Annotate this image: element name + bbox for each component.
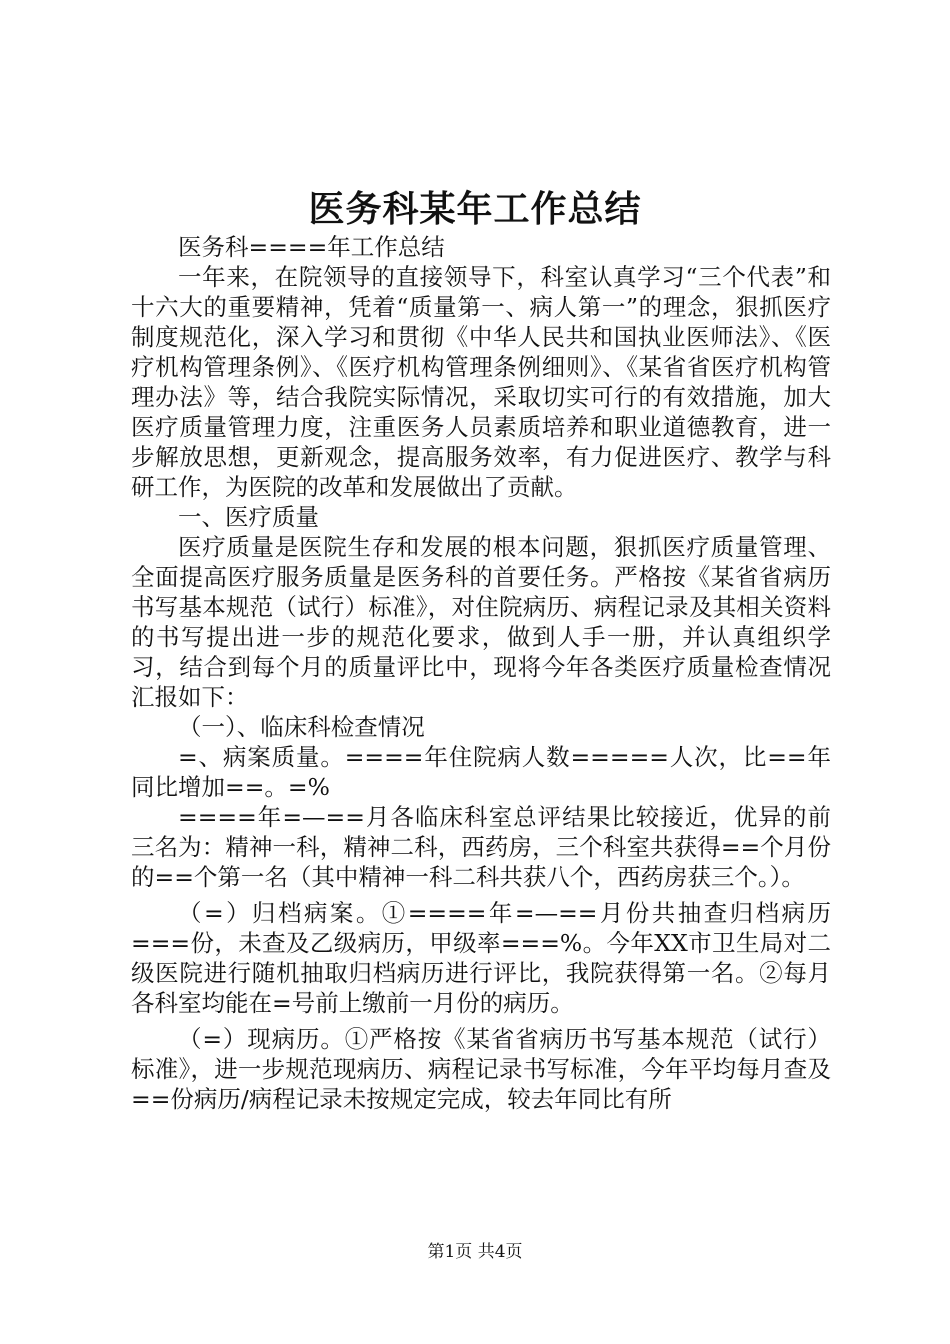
subsection-heading-clinical: （一）、临床科检查情况 (178, 713, 425, 741)
paragraph-current-cases: （=）现病历。①严格按《某省省病历书写基本规范（试行）标准》，进一步规范现病历、病程记录书写标准，今年平均每月查及==份病历/病程记录未按规定完成，较去年同比有所 (131, 1025, 831, 1113)
page-indicator: 第1页 共4页 (427, 1242, 523, 1262)
paragraph-department-ranking: ====年=—==月各临床科室总评结果比较接近，优异的前三名为：精神一科，精神二科，西药房，三个科室共获得==个月份的==个第一名（其中精神一科二科共获八个，西药房获三个。）。 (131, 803, 831, 891)
section-heading-medical-quality: 一、医疗质量 (178, 503, 319, 531)
document-title: 医务科某年工作总结 (308, 188, 642, 230)
paragraph-medical-quality: 医疗质量是医院生存和发展的根本问题，狠抓医疗质量管理、全面提高医疗服务质量是医务科的首要任务。严格按《某省省病历书写基本规范（试行）标准》，对住院病历、病程记录及其相关资料的书写提出进一步的规范化要求，做到人手一册，并认真组织学习，结合到每个月的质量评比中，现将今年各类医疗质量检查情况汇报如下： (131, 533, 831, 711)
paragraph-case-quality: =、病案质量。====年住院病人数=====人次，比==年同比增加==。=% (131, 743, 831, 801)
paragraph-intro: 一年来，在院领导的直接领导下，科室认真学习“三个代表”和十六大的重要精神，凭着“质量第一、病人第一”的理念，狠抓医疗制度规范化，深入学习和贯彻《中华人民共和国执业医师法》、《医疗机构管理条例》、《医疗机构管理条例细则》、《某省省医疗机构管理办法》等，结合我院实际情况，采取切实可行的有效措施，加大医疗质量管理力度，注重医务人员素质培养和职业道德教育，进一步解放思想，更新观念，提高服务效率，有力促进医疗、教学与科研工作，为医院的改革和发展做出了贡献。 (131, 263, 831, 501)
paragraph-archived-cases: （=）归档病案。①====年=—==月份共抽查归档病历===份，未查及乙级病历，甲级率===%。今年XX市卫生局对二级医院进行随机抽取归档病历进行评比，我院获得第一名。②每月各科室均能在=号前上缴前一月份的病历。 (131, 899, 831, 1017)
paragraph-heading: 医务科====年工作总结 (178, 233, 445, 261)
document-body (131, 232, 831, 1114)
